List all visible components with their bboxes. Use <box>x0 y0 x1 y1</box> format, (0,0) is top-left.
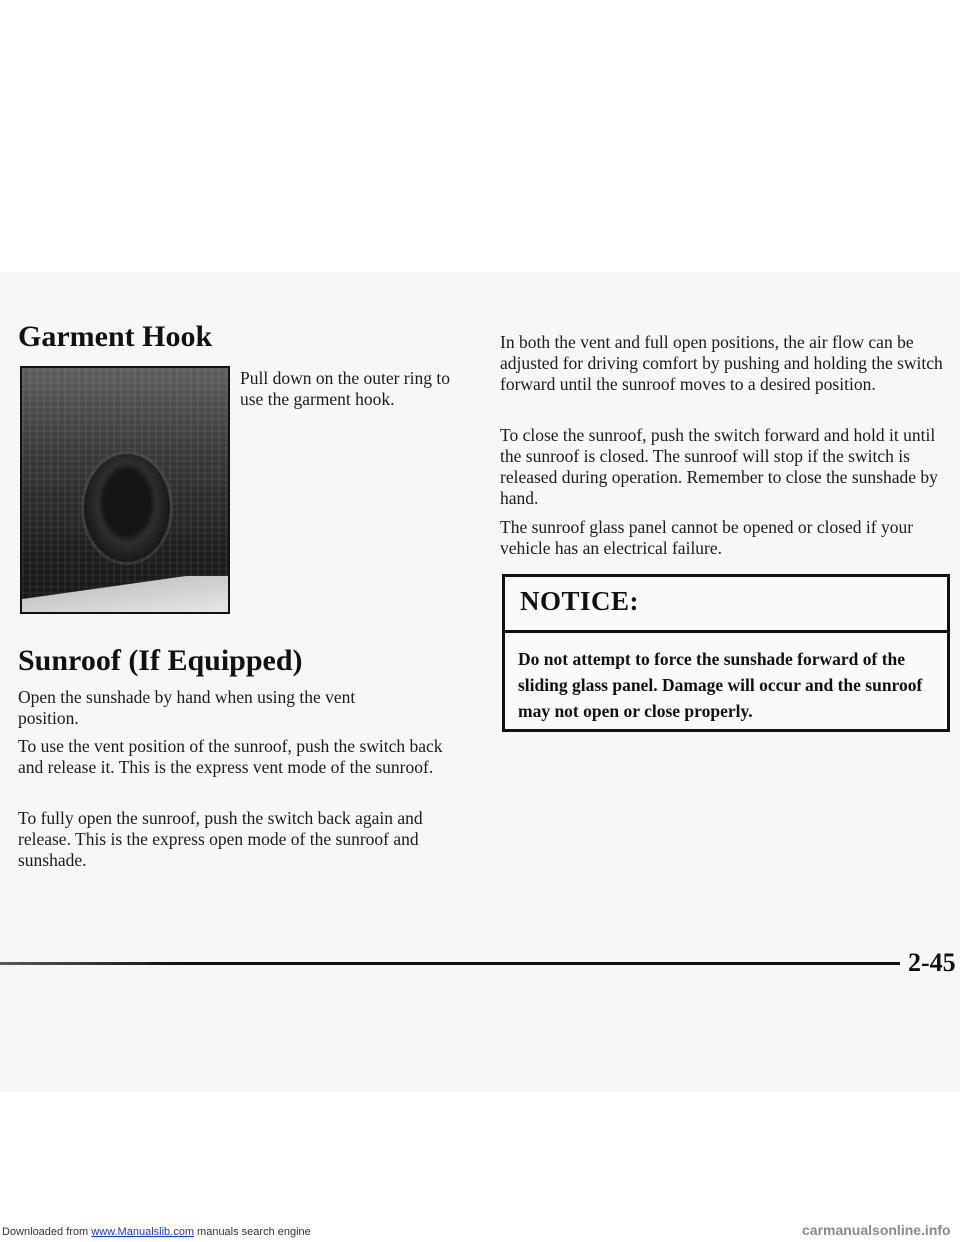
sunroof-heading: Sunroof (If Equipped) <box>18 644 303 677</box>
garment-hook-ring <box>84 454 170 562</box>
garment-hook-heading: Garment Hook <box>18 320 213 353</box>
notice-box <box>502 574 950 732</box>
right-paragraph: The sunroof glass panel cannot be opened or closed if your vehicle has an electrical failure. <box>500 517 914 558</box>
photo-highlight <box>22 576 228 612</box>
sunroof-paragraph: Open the sunshade by hand when using the vent position. <box>18 687 356 728</box>
footer-rule <box>0 962 900 965</box>
notice-header <box>505 577 947 633</box>
watermark-prefix: Downloaded from <box>2 1226 92 1238</box>
download-watermark <box>2 1226 311 1238</box>
watermark-suffix: manuals search engine <box>193 1226 311 1238</box>
right-paragraph: To close the sunroof, push the switch forward and hold it until the sunroof is closed. The sunroof will stop if the switch is released during operation. Remember to close the sunshade by hand. <box>500 425 938 508</box>
site-watermark: carmanualsonline.info <box>802 1222 951 1238</box>
garment-hook-text: Pull down on the outer ring to use the garment hook. <box>240 368 450 409</box>
right-paragraph: In both the vent and full open positions, the air flow can be adjusted for driving comfort by pushing and holding the switch forward until the sunroof moves to a desired position. <box>500 332 943 394</box>
garment-hook-photo <box>20 366 230 614</box>
sunroof-paragraph: To fully open the sunroof, push the switch back again and release. This is the express open mode of the sunroof and sunshade. <box>18 808 423 870</box>
bottom-margin <box>0 1092 960 1242</box>
notice-title: NOTICE: <box>520 586 640 616</box>
top-margin <box>0 0 960 272</box>
sunroof-paragraph: To use the vent position of the sunroof, push the switch back and release it. This is the express vent mode of the sunroof. <box>18 736 443 777</box>
notice-body: Do not attempt to force the sunshade forward of the sliding glass panel. Damage will occur and the sunroof may not open or close properly. <box>518 649 923 721</box>
manualslib-link[interactable]: www.Manualslib.com <box>91 1226 194 1238</box>
page-number: 2-45 <box>908 948 956 977</box>
